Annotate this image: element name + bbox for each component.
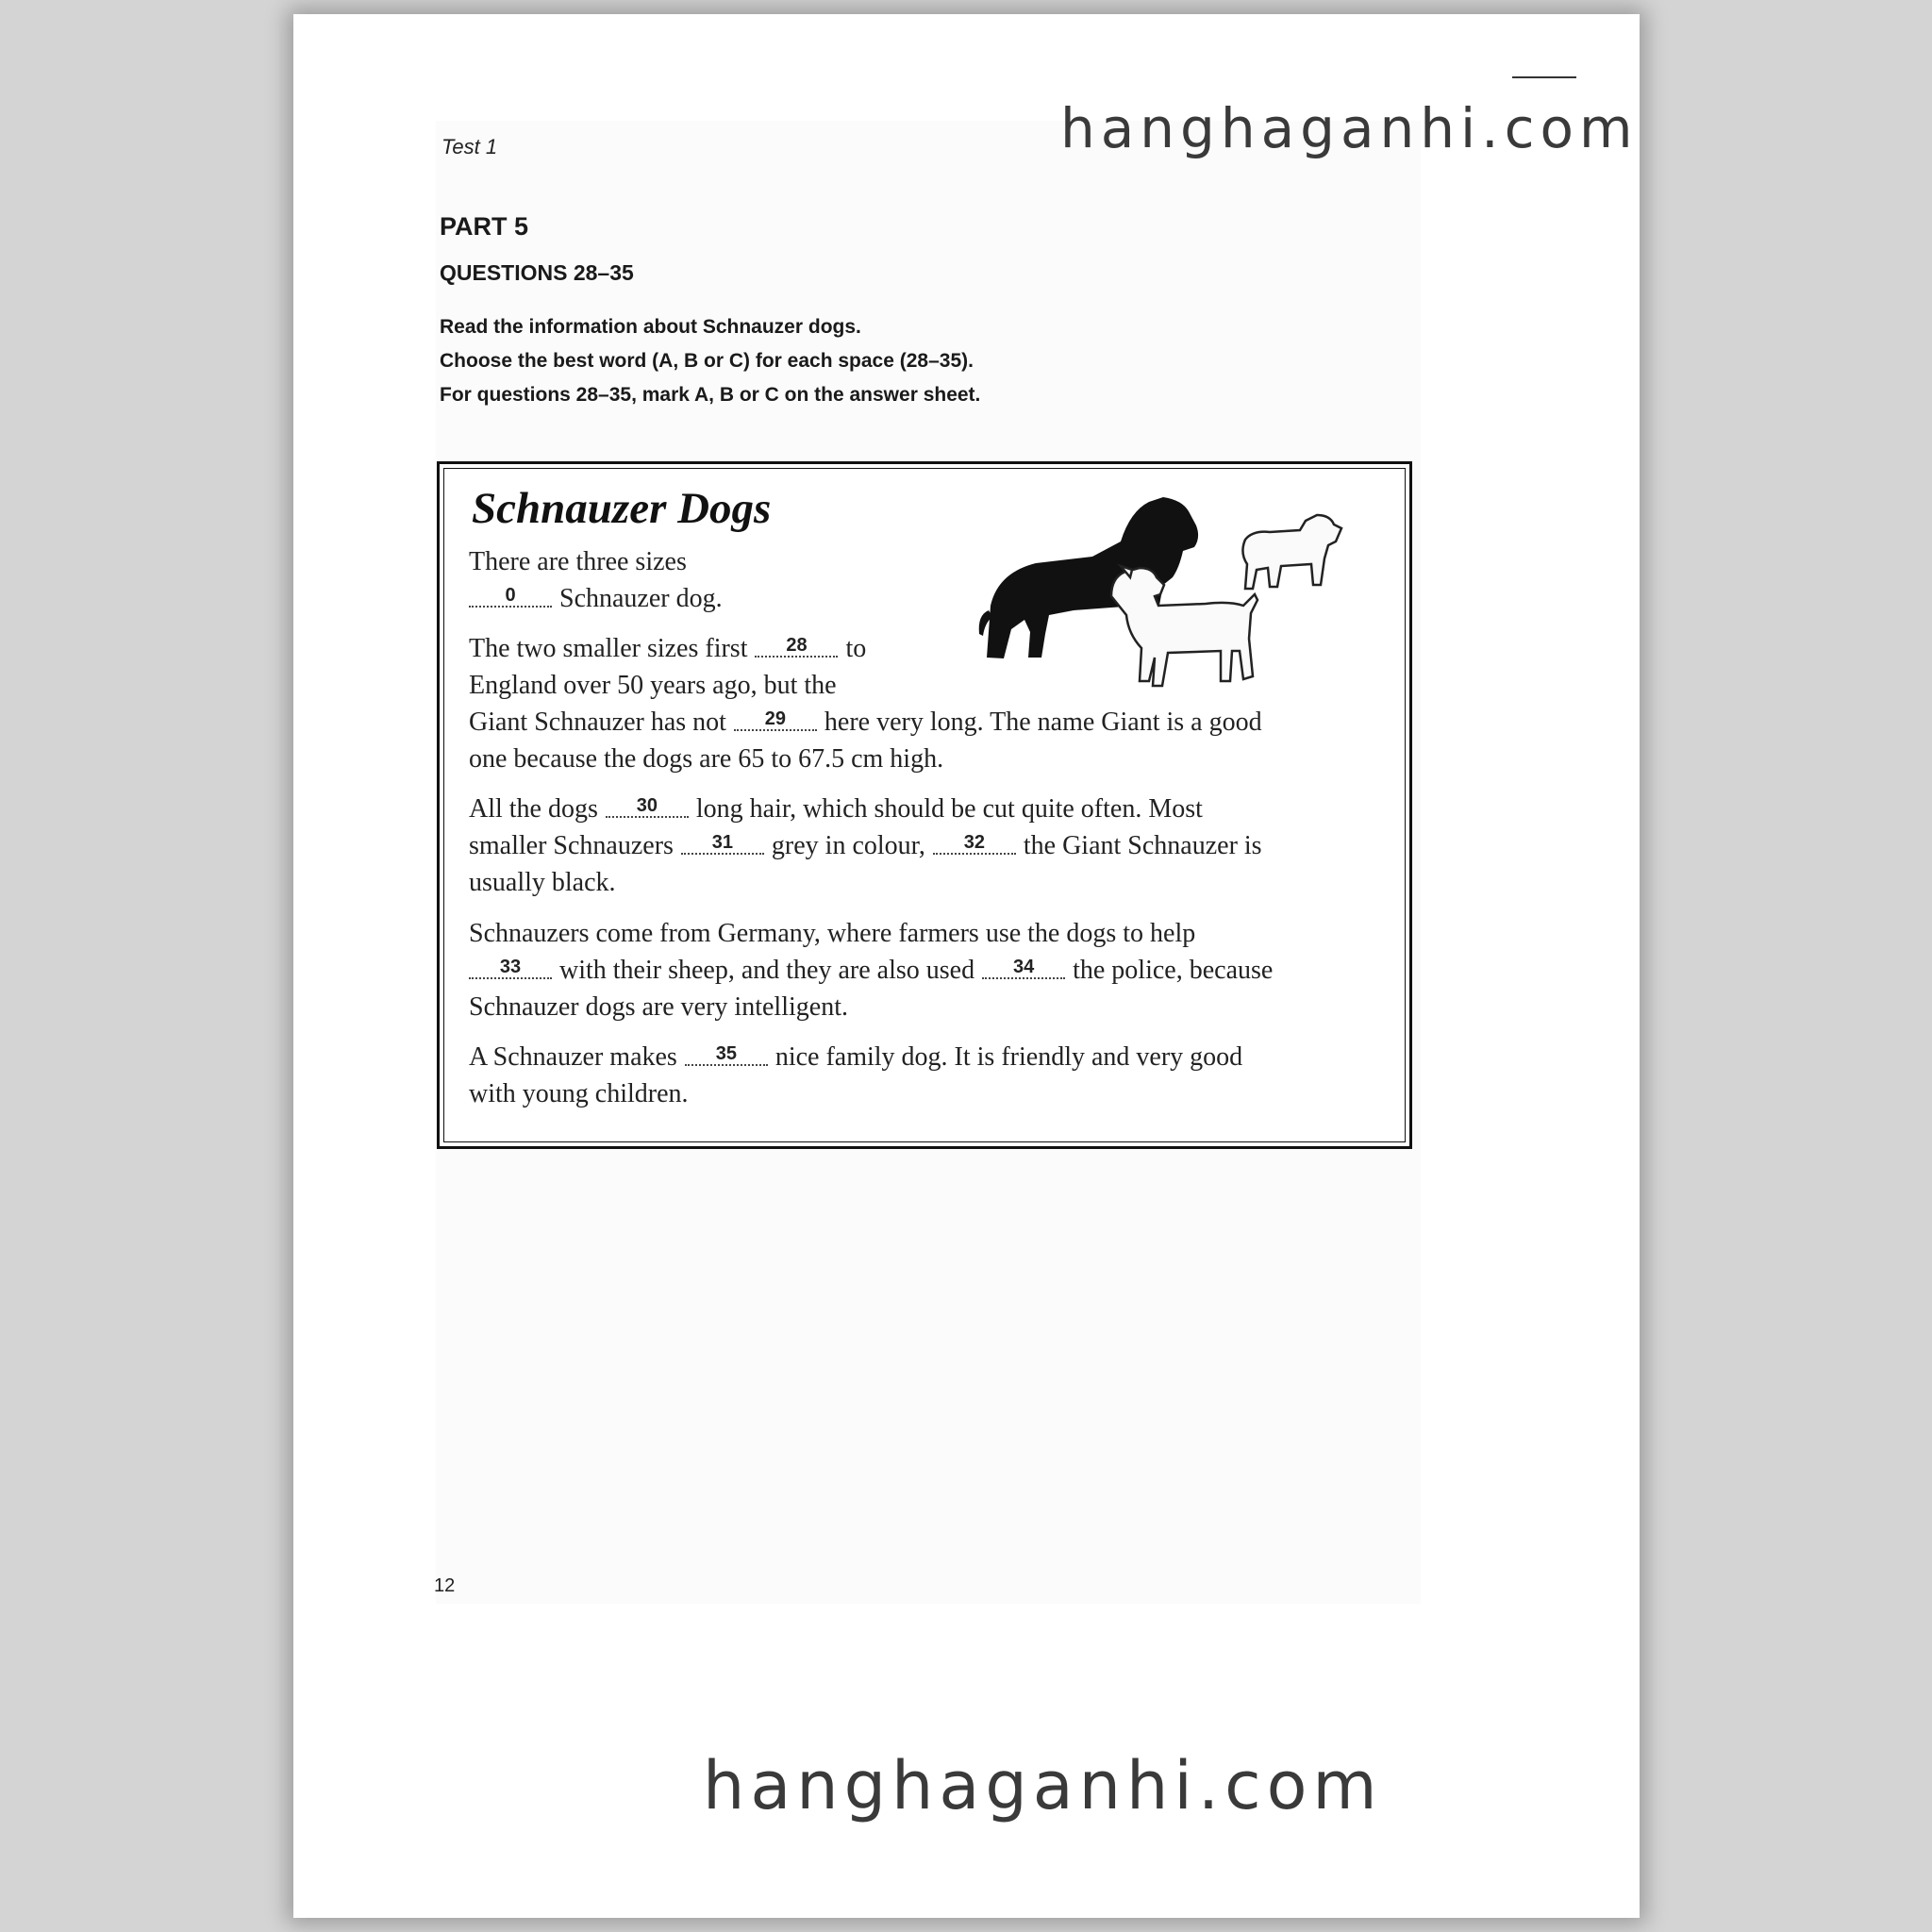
- passage-text: one because the dogs are 65 to 67.5 cm high.: [469, 744, 944, 774]
- passage-line: [469, 1042, 1242, 1073]
- gap-0-example: 0: [469, 585, 552, 608]
- schnauzer-dogs-illustration: [970, 483, 1347, 709]
- passage-line: [469, 634, 866, 664]
- gap-28[interactable]: 28: [755, 635, 838, 658]
- gap-35[interactable]: 35: [685, 1043, 768, 1066]
- passage-line: [469, 708, 1262, 738]
- part-heading: PART 5: [440, 212, 529, 241]
- passage-line: [469, 794, 1203, 824]
- passage-text: The two smaller sizes first: [469, 634, 748, 663]
- gap-30[interactable]: 30: [606, 795, 689, 818]
- passage-text: long hair, which should be cut quite often. Most: [695, 794, 1203, 824]
- passage-box: [437, 461, 1412, 1149]
- passage-line: [469, 1079, 689, 1109]
- watermark-bottom: hanghaganhi.com: [703, 1747, 1383, 1824]
- passage-title: Schnauzer Dogs: [472, 484, 772, 533]
- passage-text: All the dogs: [469, 794, 598, 824]
- questions-heading: QUESTIONS 28–35: [440, 260, 634, 285]
- passage-line: [469, 831, 1262, 861]
- passage-line: [469, 547, 687, 577]
- instruction-line: For questions 28–35, mark A, B or C on the answer sheet.: [440, 384, 981, 406]
- passage-text: There are three sizes: [469, 547, 687, 576]
- watermark-top: hanghaganhi.com: [1060, 96, 1639, 160]
- miniature-schnauzer-icon: [1242, 515, 1341, 589]
- passage-text: the Giant Schnauzer is: [1023, 831, 1262, 860]
- passage-text: nice family dog. It is friendly and very good: [774, 1042, 1243, 1072]
- passage-line: [469, 671, 837, 701]
- passage-text: to: [845, 634, 867, 663]
- gap-31[interactable]: 31: [681, 832, 764, 855]
- standard-schnauzer-icon: [1111, 566, 1257, 686]
- passage-text: Schnauzer dog.: [559, 584, 723, 613]
- passage-text: A Schnauzer makes: [469, 1042, 677, 1072]
- passage-line: [469, 744, 943, 774]
- gap-29[interactable]: 29: [734, 708, 817, 731]
- instruction-line: Choose the best word (A, B or C) for each space (28–35).: [440, 350, 974, 372]
- gap-32[interactable]: 32: [933, 832, 1016, 855]
- passage-text: England over 50 years ago, but the: [469, 671, 837, 700]
- passage-line: [469, 868, 616, 898]
- passage-line: [469, 992, 848, 1023]
- corner-rule: [1512, 76, 1576, 78]
- passage-text: smaller Schnauzers: [469, 831, 674, 860]
- instruction-line: Read the information about Schnauzer dogs.: [440, 316, 861, 338]
- passage-line: [469, 956, 1273, 986]
- passage-text: Schnauzer dogs are very intelligent.: [469, 992, 848, 1022]
- gap-34[interactable]: 34: [982, 957, 1065, 979]
- passage-text: Giant Schnauzer has not: [469, 708, 726, 737]
- passage-text: Schnauzers come from Germany, where farmers use the dogs to help: [469, 919, 1196, 948]
- passage-text: with young children.: [469, 1079, 689, 1108]
- gap-33[interactable]: 33: [469, 957, 552, 979]
- passage-line: [469, 584, 723, 614]
- test-label: Test 1: [441, 135, 498, 158]
- passage-text: usually black.: [469, 868, 616, 897]
- passage-text: grey in colour,: [771, 831, 925, 860]
- passage-line: [469, 919, 1195, 949]
- page-number: 12: [434, 1575, 456, 1596]
- passage-text: the police, because: [1073, 956, 1274, 985]
- passage-text: with their sheep, and they are also used: [559, 956, 975, 985]
- passage-text: here very long. The name Giant is a good: [824, 708, 1262, 737]
